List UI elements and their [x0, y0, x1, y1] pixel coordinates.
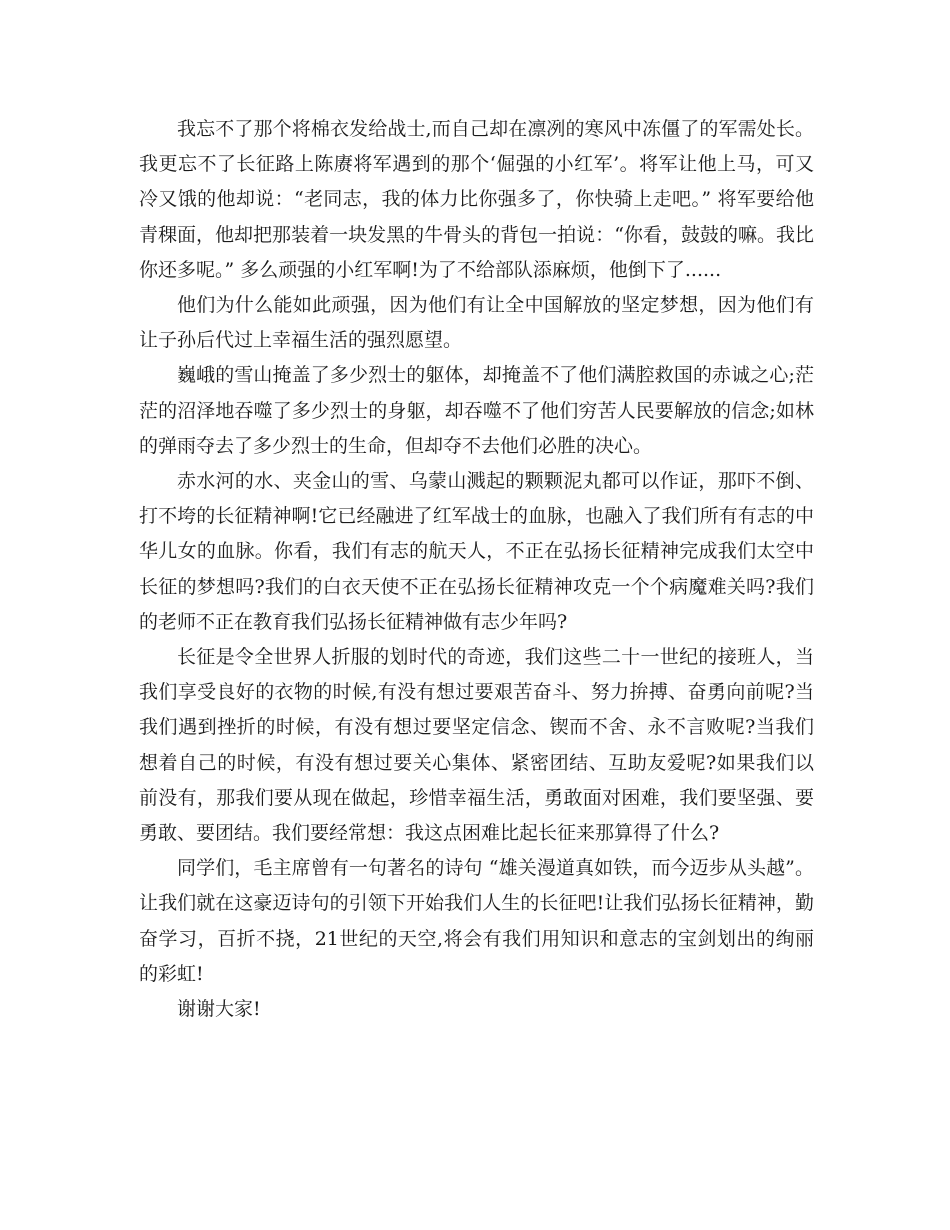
closing-line: 谢谢大家!	[177, 998, 261, 1021]
paragraph-3: 巍峨的雪山掩盖了多少烈士的躯体，却掩盖不了他们满腔救国的赤诚之心;茫茫的沼泽地吞噬了多少烈士的身躯，却吞噬不了他们穷苦人民要解放的信念;如林的弹雨夺去了多少烈士的生命，但却夺不去他们必胜的决心。	[139, 364, 814, 457]
paragraph-6: 同学们，毛主席曾有一句著名的诗句 “雄关漫道真如铁，而今迈步从头越”。让我们就在这豪迈诗句的引领下开始我们人生的长征吧!让我们弘扬长征精神，勤奋学习，百折不挠，21世纪的天空,将会有我们用知识和意志的宝剑划出的绚丽的彩虹!	[139, 857, 814, 985]
paragraph-2: 他们为什么能如此顽强，因为他们有让全中国解放的坚定梦想，因为他们有让子孙后代过上幸福生活的强烈愿望。	[139, 294, 814, 352]
paragraph-4: 赤水河的水、夹金山的雪、乌蒙山溅起的颗颗泥丸都可以作证，那吓不倒、打不垮的长征精神啊!它已经融进了红军战士的血脉，也融入了我们所有有志的中华儿女的血脉。你看，我们有志的航天人，不正在弘扬长征精神完成我们太空中长征的梦想吗?我们的白衣天使不正在弘扬长征精神攻克一个个病魔难关吗?我们的老师不正在教育我们弘扬长征精神做有志少年吗?	[139, 470, 814, 633]
paragraph-5: 长征是令全世界人折服的划时代的奇迹，我们这些二十一世纪的接班人，当我们享受良好的衣物的时候,有没有想过要艰苦奋斗、努力拚搏、奋勇向前呢?当我们遇到挫折的时候，有没有想过要坚定信念、锲而不舍、永不言败呢?当我们想着自己的时候，有没有想过要关心集体、紧密团结、互助友爱呢?如果我们以前没有，那我们要从现在做起，珍惜幸福生活，勇敢面对困难，我们要坚强、要勇敢、要团结。我们要经常想：我这点困难比起长征来那算得了什么?	[139, 646, 814, 845]
document-page	[139, 112, 814, 1027]
paragraph-1: 我忘不了那个将棉衣发给战士,而自己却在凛冽的寒风中冻僵了的军需处长。我更忘不了长征路上陈赓将军遇到的那个‘倔强的小红军’。将军让他上马，可又冷又饿的他却说：“老同志，我的体力比你强多了，你快骑上走吧。” 将军要给他青稞面，他却把那装着一块发黑的牛骨头的背包一拍说：“你看，鼓鼓的嘛。我比你还多呢。” 多么顽强的小红军啊!为了不给部队添麻烦，他倒下了......	[139, 118, 814, 281]
